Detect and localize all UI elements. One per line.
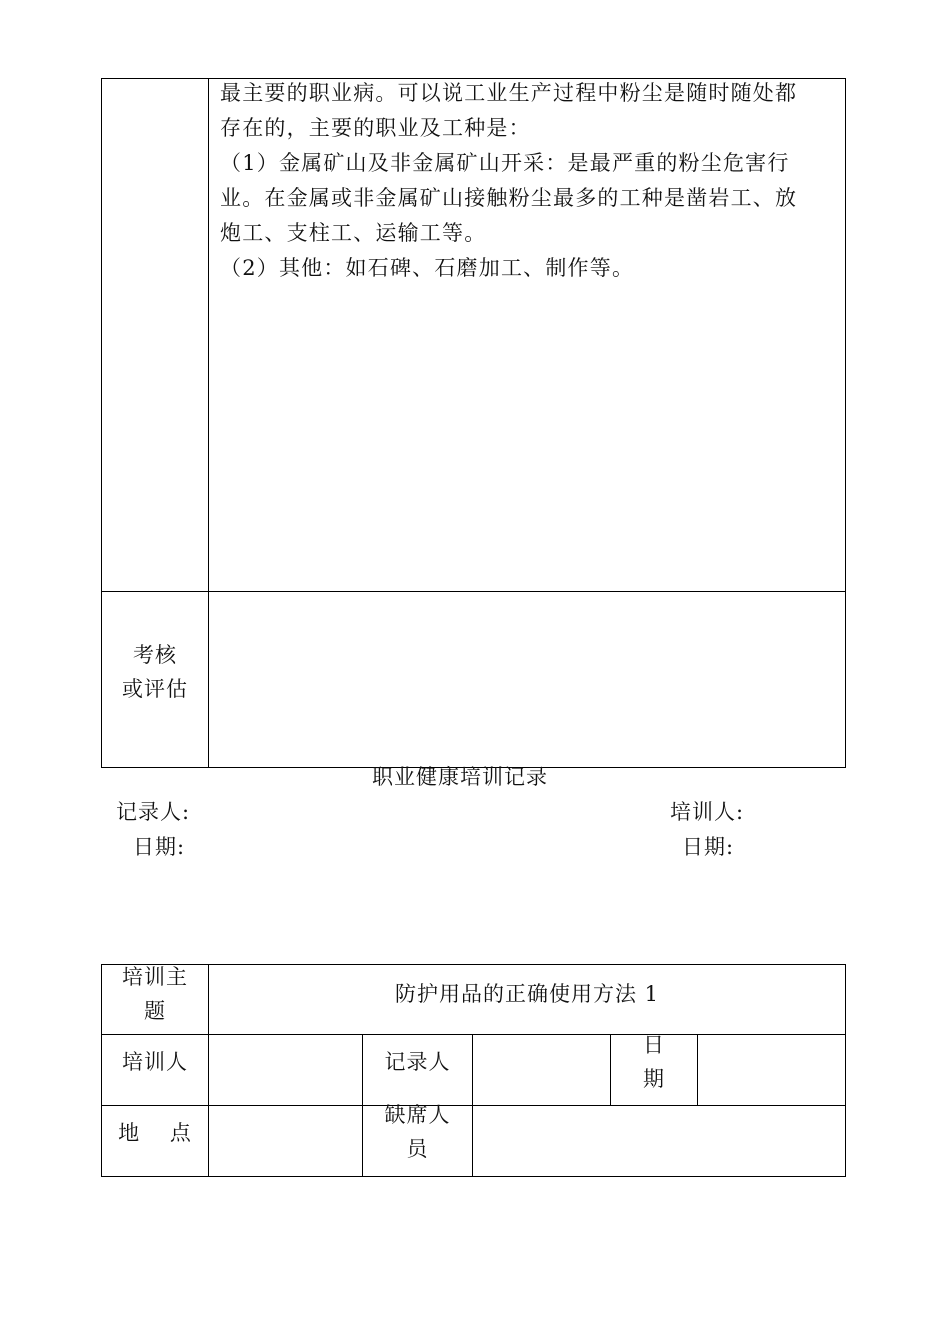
absent-label-line: 员 (406, 1137, 429, 1161)
table-border (845, 964, 846, 1177)
date-cell-label-line: 日 (643, 1033, 665, 1057)
content-line: （2）其他：如石碑、石磨加工、制作等。 (220, 256, 635, 280)
table-border (101, 964, 846, 965)
topic-label-line: 题 (144, 999, 166, 1023)
content-line: 存在的，主要的职业及工种是： (220, 116, 531, 140)
topic-label-line: 培训主 (122, 965, 188, 989)
table-border (845, 78, 846, 768)
record-title: 职业健康培训记录 (372, 765, 548, 789)
location-label: 地 点 (118, 1121, 192, 1145)
content-line: 最主要的职业病。可以说工业生产过程中粉尘是随时随处都 (220, 81, 798, 105)
assessment-label-line: 或评估 (122, 677, 188, 701)
topic-label (101, 960, 209, 1028)
date-cell-label (611, 1028, 697, 1096)
content-line: 业。在金属或非金属矿山接触粉尘最多的工种是凿岩工、放 (220, 186, 798, 210)
date-field[interactable] (698, 1035, 845, 1105)
absent-label-line: 缺席人 (384, 1103, 451, 1127)
date-label-left: 日期: (133, 835, 186, 859)
assessment-label (101, 638, 209, 706)
date-cell-label-line: 期 (643, 1067, 665, 1091)
recorder-field[interactable] (473, 1035, 610, 1105)
recorder-label: 记录人: (116, 800, 191, 824)
date-label-right: 日期: (682, 835, 735, 859)
training-content (220, 76, 840, 286)
assessment-label-line: 考核 (133, 643, 177, 667)
content-line: （1）金属矿山及非金属矿山开采：是最严重的粉尘危害行 (220, 151, 790, 175)
absent-field[interactable] (473, 1106, 845, 1176)
absent-label (363, 1098, 472, 1166)
recorder-cell-label: 记录人 (384, 1050, 451, 1074)
table-border (101, 1176, 846, 1177)
trainer-cell-label: 培训人 (122, 1050, 188, 1074)
location-field[interactable] (209, 1106, 362, 1176)
assessment-field[interactable] (209, 592, 845, 767)
trainer-label: 培训人: (670, 800, 745, 824)
trainer-field[interactable] (209, 1035, 362, 1105)
content-line: 炮工、支柱工、运输工等。 (220, 221, 487, 245)
topic-value: 防护用品的正确使用方法 1 (394, 982, 660, 1006)
